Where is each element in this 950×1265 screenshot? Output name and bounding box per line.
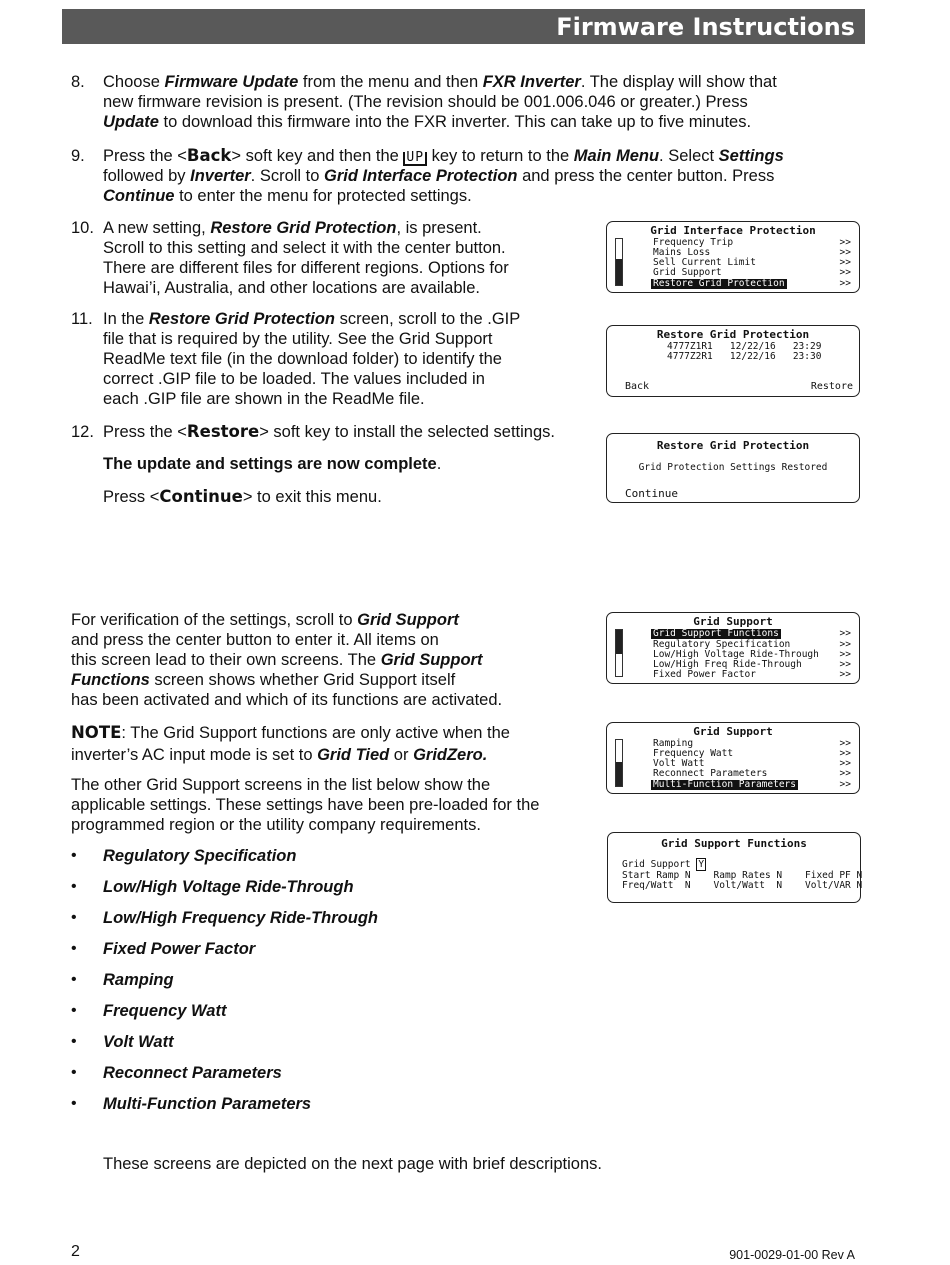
text: > to exit this menu. xyxy=(242,488,382,506)
text-emph: Grid Tied xyxy=(317,746,390,764)
function-row: Freq/Watt N Volt/Watt N Volt/VAR N xyxy=(622,880,863,891)
text-emph: Restore Grid Protection xyxy=(148,310,335,328)
function-row: Start Ramp N Ramp Rates N Fixed PF N xyxy=(622,870,863,881)
status-message: Grid Protection Settings Restored xyxy=(638,462,828,473)
lcd-restore-grid-protection-files xyxy=(606,325,860,397)
menu-item xyxy=(653,670,851,680)
menu-item-label: Grid Support Functions xyxy=(653,628,779,639)
lcd-title: Grid Support xyxy=(693,725,773,738)
back-softkey-label: Back xyxy=(625,380,650,392)
text-emph: Settings xyxy=(718,147,784,165)
text: Grid Support xyxy=(622,859,697,870)
text-emph: Grid Interface Protection xyxy=(324,167,518,185)
lcd-grid-support-page-2 xyxy=(606,722,860,794)
completion-text: The update and settings are now complete xyxy=(103,455,437,473)
text: each .GIP file are shown in the ReadMe file. xyxy=(103,390,425,408)
chevron-right-icon: >> xyxy=(839,649,851,660)
text-emph: Grid Support xyxy=(380,651,483,669)
page-number: 2 xyxy=(71,1243,80,1260)
text: Press < xyxy=(103,488,160,506)
chevron-right-icon: >> xyxy=(839,748,851,759)
menu-item-label: Multi-Function Parameters xyxy=(653,779,796,790)
menu-item-label: Regulatory Specification xyxy=(653,639,791,650)
text: and press the center button to enter it. All items on xyxy=(71,631,439,649)
text: ReadMe text file (in the download folder) to identify the xyxy=(103,350,502,368)
text-emph: Firmware Update xyxy=(164,73,299,91)
lcd-grid-interface-protection xyxy=(606,221,860,293)
note-paragraph xyxy=(71,723,591,765)
list-item-label: Low/High Voltage Ride-Through xyxy=(103,878,354,896)
bullet-icon: • xyxy=(71,1064,77,1081)
text: applicable settings. These settings have been pre-loaded for the xyxy=(71,796,540,814)
menu-item-label: Sell Current Limit xyxy=(653,257,756,268)
text-emph: Main Menu xyxy=(573,147,660,165)
text: . xyxy=(436,455,442,473)
menu-item-label: Low/High Voltage Ride-Through xyxy=(653,649,819,660)
bullet-icon: • xyxy=(71,940,77,957)
document-number: 901-0029-01-00 Rev A xyxy=(729,1248,855,1262)
text-emph: Inverter xyxy=(190,167,251,185)
text-emph: Grid Support xyxy=(357,611,459,629)
text: , is present. xyxy=(396,219,482,237)
text: file that is required by the utility. See the Grid Support xyxy=(103,330,493,348)
list-item-label: Ramping xyxy=(103,971,174,989)
menu-item-label: Grid Support xyxy=(653,267,722,278)
text: this screen lead to their own screens. The xyxy=(71,651,381,669)
chevron-right-icon: >> xyxy=(839,267,851,278)
lcd-title: Restore Grid Protection xyxy=(656,439,810,452)
step-number: 12. xyxy=(71,423,94,441)
page-title: Firmware Instructions xyxy=(556,13,855,41)
list-item-label: Regulatory Specification xyxy=(103,847,297,865)
soft-key-label: Back xyxy=(186,146,232,165)
menu-item xyxy=(653,769,851,779)
text: A new setting, xyxy=(103,219,211,237)
lcd-title: Restore Grid Protection xyxy=(656,328,810,341)
text: > soft key to install the selected settings. xyxy=(259,423,555,441)
bullet-icon: • xyxy=(71,1002,77,1019)
text: Press the < xyxy=(103,147,187,165)
chevron-right-icon: >> xyxy=(839,768,851,779)
list-item-label: Multi-Function Parameters xyxy=(103,1095,312,1113)
text: or xyxy=(389,746,414,764)
chevron-right-icon: >> xyxy=(839,628,851,639)
chevron-right-icon: >> xyxy=(839,237,851,248)
menu-item-label: Low/High Freq Ride-Through xyxy=(653,659,802,670)
chevron-right-icon: >> xyxy=(839,779,851,790)
bullet-icon: • xyxy=(71,909,77,926)
menu-item-label: Frequency Watt xyxy=(653,748,734,759)
menu-item-selected xyxy=(653,279,851,289)
text: new firmware revision is present. (The revision should be 001.006.046 or greater.) Press xyxy=(103,93,748,111)
text: from the menu and then xyxy=(298,73,483,91)
menu-item-label: Restore Grid Protection xyxy=(653,278,785,289)
text: correct .GIP file to be loaded. The values included in xyxy=(103,370,485,388)
step-number: 9. xyxy=(71,147,85,165)
bullet-icon: • xyxy=(71,1095,77,1112)
scrollbar xyxy=(615,238,623,286)
lcd-grid-support-page-1 xyxy=(606,612,860,684)
step-number: 10. xyxy=(71,219,94,237)
text: inverter’s AC input mode is set to xyxy=(71,746,318,764)
text: In the xyxy=(103,310,149,328)
text-emph: Update xyxy=(103,113,159,131)
bullet-icon: • xyxy=(71,878,77,895)
file-row: 4777Z1R1 12/22/16 23:29 xyxy=(667,341,822,352)
header-bar xyxy=(62,9,865,44)
menu-item-label: Mains Loss xyxy=(653,247,711,258)
chevron-right-icon: >> xyxy=(839,278,851,289)
list-item-label: Reconnect Parameters xyxy=(103,1064,282,1082)
soft-key-label: Continue xyxy=(159,487,243,506)
lcd-grid-support-functions xyxy=(607,832,861,903)
chevron-right-icon: >> xyxy=(839,758,851,769)
menu-item-label: Frequency Trip xyxy=(653,237,734,248)
step-number: 8. xyxy=(71,73,85,91)
text: . The display will show that xyxy=(580,73,777,91)
file-row: 4777Z2R1 12/22/16 23:30 xyxy=(667,351,822,362)
text: followed by xyxy=(103,167,191,185)
text-emph: Functions xyxy=(71,671,150,689)
text: The other Grid Support screens in the list below show the xyxy=(71,776,491,794)
menu-item-selected xyxy=(653,629,851,639)
text: Press the < xyxy=(103,423,187,441)
menu-item-label: Volt Watt xyxy=(653,758,705,769)
text: Scroll to this setting and select it with the center button. xyxy=(103,239,506,257)
continue-softkey-label: Continue xyxy=(625,486,678,500)
list-item-label: Fixed Power Factor xyxy=(103,940,256,958)
menu-item xyxy=(653,268,851,278)
verification-paragraph xyxy=(71,610,591,710)
soft-key-label: Restore xyxy=(186,422,260,441)
lcd-title: Grid Support Functions xyxy=(661,837,807,850)
menu-item-label: Reconnect Parameters xyxy=(653,768,768,779)
other-screens-paragraph xyxy=(71,775,591,835)
chevron-right-icon: >> xyxy=(839,659,851,670)
text: screen, scroll to the .GIP xyxy=(335,310,521,328)
grid-support-value: Y xyxy=(698,859,705,870)
text: has been activated and which of its functions are activated. xyxy=(71,691,503,709)
text-emph: Continue xyxy=(103,187,175,205)
scrollbar xyxy=(615,629,623,677)
text: to enter the menu for protected settings. xyxy=(174,187,472,205)
scrollbar xyxy=(615,739,623,787)
bullet-icon: • xyxy=(71,847,77,864)
text: screen shows whether Grid Support itself xyxy=(149,671,456,689)
text: . Scroll to xyxy=(250,167,325,185)
text: programmed region or the utility company requirements. xyxy=(71,816,481,834)
bullet-icon: • xyxy=(71,1033,77,1050)
text: to download this firmware into the FXR inverter. This can take up to five minutes. xyxy=(158,113,752,131)
text: There are different files for different regions. Options for xyxy=(103,259,509,277)
text-emph: FXR Inverter xyxy=(482,73,581,91)
step-number: 11. xyxy=(71,310,93,328)
text-emph: GridZero. xyxy=(413,746,488,764)
text: and press the center button. Press xyxy=(517,167,775,185)
text: > soft key and then the xyxy=(231,147,404,165)
restore-softkey-label: Restore xyxy=(810,380,853,392)
menu-item-label: Ramping xyxy=(653,738,694,749)
chevron-right-icon: >> xyxy=(839,257,851,268)
note-label: NOTE xyxy=(71,723,122,742)
chevron-right-icon: >> xyxy=(839,247,851,258)
chevron-right-icon: >> xyxy=(839,669,851,680)
list-item-label: Low/High Frequency Ride-Through xyxy=(103,909,378,927)
text: . Select xyxy=(659,147,719,165)
lcd-title: Grid Support xyxy=(693,615,773,628)
grid-support-status xyxy=(622,860,706,870)
closing-text: These screens are depicted on the next page with brief descriptions. xyxy=(103,1155,602,1173)
text: For verification of the settings, scroll to xyxy=(71,611,358,629)
lcd-title: Grid Interface Protection xyxy=(650,224,816,237)
list-item-label: Volt Watt xyxy=(103,1033,174,1051)
text-emph: Restore Grid Protection xyxy=(210,219,397,237)
text: key to return to the xyxy=(427,147,574,165)
chevron-right-icon: >> xyxy=(839,639,851,650)
menu-item-selected xyxy=(653,780,851,790)
lcd-restore-complete xyxy=(606,433,860,503)
chevron-right-icon: >> xyxy=(839,738,851,749)
up-key-icon: UP xyxy=(403,152,427,166)
bullet-icon: • xyxy=(71,971,77,988)
list-item-label: Frequency Watt xyxy=(103,1002,227,1020)
text: : The Grid Support functions are only active when the xyxy=(121,724,510,742)
text: Choose xyxy=(103,73,165,91)
menu-item-label: Fixed Power Factor xyxy=(653,669,756,680)
text: Hawai’i, Australia, and other locations are available. xyxy=(103,279,480,297)
